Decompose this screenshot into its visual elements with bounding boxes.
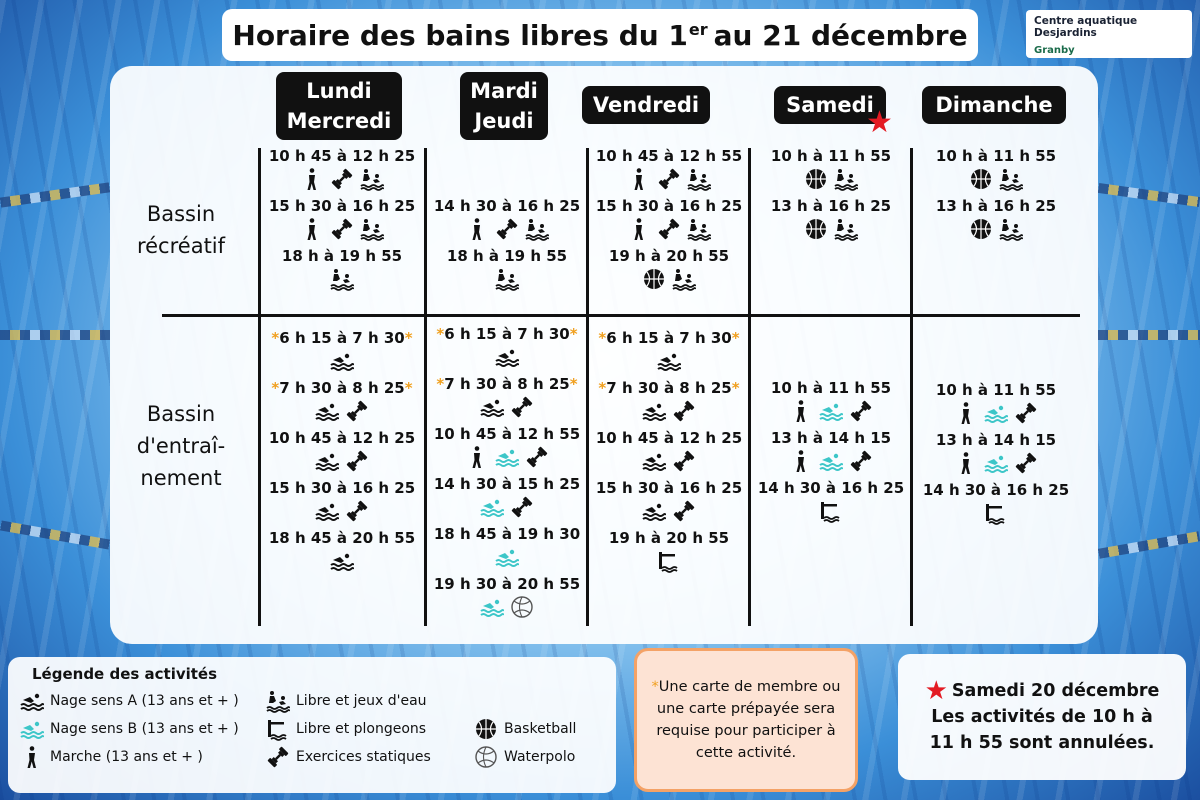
swim-b-icon	[495, 545, 519, 569]
time-range	[434, 424, 580, 444]
time-slot	[596, 196, 742, 242]
time-range	[936, 146, 1056, 166]
time-text: 18 h à 19 h 55	[281, 247, 403, 265]
time-range	[598, 328, 739, 348]
schedule-cell	[752, 146, 910, 246]
time-text: 13 h à 14 h 15	[935, 431, 1057, 449]
alert-body-line: 11 h 55 sont annulées.	[929, 733, 1155, 753]
dumbbell-icon	[345, 399, 369, 423]
swim-b-icon	[819, 449, 843, 473]
time-range	[936, 430, 1056, 450]
row-label-line: Bassin	[146, 202, 216, 226]
time-slot	[598, 328, 739, 374]
time-range	[596, 478, 742, 498]
swim-a-icon	[642, 499, 666, 523]
time-slot	[598, 378, 739, 424]
legend-label: Exercices statiques	[296, 749, 431, 765]
walk-icon	[300, 217, 324, 241]
time-range	[771, 196, 891, 216]
brand-logo	[1026, 10, 1192, 58]
time-slot	[936, 430, 1056, 476]
activity-icons	[789, 398, 873, 424]
legend-item-dumbbell	[266, 745, 431, 769]
time-text: 10 h 45 à 12 h 55	[595, 147, 743, 165]
time-range	[434, 524, 580, 544]
time-range	[269, 196, 415, 216]
time-range	[269, 528, 415, 548]
time-text: 10 h à 11 h 55	[770, 379, 892, 397]
time-text: 19 h à 20 h 55	[608, 247, 730, 265]
swim-a-icon	[315, 499, 339, 523]
schedule-cell	[914, 380, 1078, 530]
walk-icon	[20, 745, 44, 769]
dumbbell-icon	[849, 399, 873, 423]
time-text: 6 h 15 à 7 h 30	[279, 329, 405, 347]
time-text: 10 h à 11 h 55	[935, 147, 1057, 165]
time-text: 7 h 30 à 8 h 25	[444, 375, 570, 393]
time-text: 18 h 45 à 19 h 30	[433, 525, 581, 543]
time-text: 15 h 30 à 16 h 25	[595, 197, 743, 215]
dumbbell-icon	[657, 217, 681, 241]
activity-icons	[789, 448, 873, 474]
grid-divider	[258, 148, 261, 626]
time-slot	[609, 246, 729, 292]
cancellation-alert	[898, 654, 1186, 780]
schedule-cell	[262, 146, 422, 296]
legend-item-dive	[266, 717, 426, 741]
activity-icons	[954, 450, 1038, 476]
diving-board-icon	[819, 499, 843, 523]
walk-icon	[300, 167, 324, 191]
swim-b-icon	[480, 495, 504, 519]
day-label-line: Dimanche	[935, 93, 1053, 117]
legend-panel	[8, 657, 616, 793]
activity-icons	[480, 594, 534, 620]
time-slot	[269, 478, 415, 524]
lane-rope-decoration	[0, 521, 110, 550]
legend-label: Nage sens B (13 ans et + )	[50, 721, 239, 737]
dumbbell-icon	[330, 217, 354, 241]
time-text: 6 h 15 à 7 h 30	[606, 329, 732, 347]
time-text: 7 h 30 à 8 h 25	[279, 379, 405, 397]
time-range	[434, 574, 580, 594]
grid-divider	[162, 314, 1080, 317]
time-range	[434, 474, 580, 494]
activity-icons	[819, 498, 843, 524]
note-asterisk: *	[651, 679, 659, 695]
asterisk-marker: *	[598, 379, 607, 397]
row-label-line: Bassin	[146, 402, 216, 426]
asterisk-marker: *	[569, 375, 578, 393]
swim-b-icon	[984, 401, 1008, 425]
basketball-icon	[642, 267, 666, 291]
time-slot	[269, 196, 415, 242]
dumbbell-icon	[672, 449, 696, 473]
activity-icons	[300, 166, 384, 192]
time-slot	[596, 428, 742, 474]
swim-a-icon	[330, 549, 354, 573]
time-slot	[771, 428, 891, 474]
activity-icons	[657, 548, 681, 574]
walk-icon	[789, 399, 813, 423]
activity-icons	[642, 398, 696, 424]
diving-board-icon	[657, 549, 681, 573]
grid-divider	[424, 148, 427, 626]
dumbbell-icon	[345, 449, 369, 473]
time-text: 19 h 30 à 20 h 55	[433, 575, 581, 593]
time-slot	[434, 474, 580, 520]
dumbbell-icon	[657, 167, 681, 191]
day-header-dimanche	[922, 86, 1066, 124]
water-play-icon	[834, 217, 858, 241]
time-slot	[936, 146, 1056, 192]
activity-icons	[315, 398, 369, 424]
activity-icons	[984, 500, 1008, 526]
legend-title: Légende des activités	[32, 665, 218, 683]
time-slot	[771, 196, 891, 242]
row-label-recreatif	[126, 198, 236, 262]
dumbbell-icon	[849, 449, 873, 473]
basketball-icon	[474, 717, 498, 741]
time-text: 14 h 30 à 15 h 25	[433, 475, 581, 493]
basketball-icon	[969, 217, 993, 241]
time-range	[596, 146, 742, 166]
time-range	[271, 328, 412, 348]
time-slot	[434, 196, 580, 242]
day-label-line: Vendredi	[592, 93, 700, 117]
title-text-end: au 21 décembre	[713, 18, 968, 52]
swim-b-icon	[984, 451, 1008, 475]
activity-icons	[657, 348, 681, 374]
activity-icons	[642, 266, 696, 292]
time-text: 13 h à 14 h 15	[770, 429, 892, 447]
walk-icon	[465, 217, 489, 241]
activity-icons	[804, 216, 858, 242]
asterisk-marker: *	[598, 329, 607, 347]
activity-icons	[480, 394, 534, 420]
walk-icon	[954, 451, 978, 475]
legend-item-swim-a	[20, 689, 239, 713]
swim-a-icon	[315, 449, 339, 473]
time-range	[758, 478, 904, 498]
legend-label: Marche (13 ans et + )	[50, 749, 203, 765]
schedule-cell	[262, 328, 422, 578]
time-text: 19 h à 20 h 55	[608, 529, 730, 547]
swim-a-icon	[495, 345, 519, 369]
time-range	[923, 480, 1069, 500]
lane-rope-decoration	[1098, 183, 1200, 207]
alert-title: Samedi 20 décembre	[951, 681, 1160, 701]
water-play-icon	[687, 167, 711, 191]
time-slot	[936, 380, 1056, 426]
time-text: 14 h 30 à 16 h 25	[922, 481, 1070, 499]
time-slot	[282, 246, 402, 292]
water-play-icon	[834, 167, 858, 191]
swim-a-icon	[315, 399, 339, 423]
dumbbell-icon	[1014, 401, 1038, 425]
activity-icons	[315, 498, 369, 524]
time-range	[447, 246, 567, 266]
legend-item-basketball	[474, 717, 576, 741]
row-label-line: récréatif	[136, 234, 226, 258]
grid-divider	[586, 148, 589, 626]
day-header-mardi-jeudi	[460, 72, 548, 140]
title-text: Horaire des bains libres du 1	[232, 18, 688, 52]
membership-note	[634, 648, 858, 792]
lane-rope-decoration	[1098, 330, 1200, 340]
time-slot	[923, 480, 1069, 526]
time-text: 10 h 45 à 12 h 25	[268, 429, 416, 447]
dumbbell-icon	[510, 395, 534, 419]
time-slot	[447, 246, 567, 292]
walk-icon	[465, 445, 489, 469]
time-slot	[269, 146, 415, 192]
time-slot	[436, 374, 577, 420]
legend-item-play	[266, 689, 427, 713]
lane-rope-decoration	[0, 182, 110, 207]
walk-icon	[789, 449, 813, 473]
time-slot	[758, 478, 904, 524]
activity-icons	[627, 216, 711, 242]
swim-a-icon	[330, 349, 354, 373]
time-slot	[609, 528, 729, 574]
activity-icons	[954, 400, 1038, 426]
time-text: 10 h à 11 h 55	[935, 381, 1057, 399]
brand-name: Centre aquatique Desjardins	[1034, 15, 1138, 39]
legend-item-waterpolo	[474, 745, 575, 769]
activity-icons	[642, 448, 696, 474]
walk-icon	[627, 217, 651, 241]
activity-icons	[465, 444, 549, 470]
star-icon: ★	[866, 105, 893, 140]
row-label-line: d'entraî-	[136, 434, 226, 458]
basketball-icon	[804, 217, 828, 241]
water-play-icon	[687, 217, 711, 241]
time-text: 10 h 45 à 12 h 25	[268, 147, 416, 165]
dumbbell-icon	[672, 499, 696, 523]
swim-a-icon	[657, 349, 681, 373]
water-play-icon	[999, 217, 1023, 241]
activity-icons	[642, 498, 696, 524]
swim-a-icon	[20, 689, 44, 713]
legend-label: Libre et jeux d'eau	[296, 693, 427, 709]
time-range	[936, 380, 1056, 400]
walk-icon	[954, 401, 978, 425]
time-slot	[596, 478, 742, 524]
asterisk-marker: *	[404, 379, 413, 397]
asterisk-marker: *	[271, 379, 280, 397]
time-text: 10 h 45 à 12 h 55	[433, 425, 581, 443]
water-play-icon	[360, 217, 384, 241]
day-label-line: Samedi	[786, 93, 874, 117]
time-range	[609, 528, 729, 548]
activity-icons	[495, 544, 519, 570]
waterpolo-ball-icon	[510, 595, 534, 619]
diving-board-icon	[266, 717, 290, 741]
legend-item-walk	[20, 745, 203, 769]
dumbbell-icon	[495, 217, 519, 241]
water-play-icon	[525, 217, 549, 241]
time-range	[269, 146, 415, 166]
activity-icons	[315, 448, 369, 474]
time-range	[434, 196, 580, 216]
time-range	[271, 378, 412, 398]
schedule-cell	[428, 324, 586, 624]
diving-board-icon	[984, 501, 1008, 525]
activity-icons	[495, 344, 519, 370]
day-label-line: Mercredi	[286, 109, 392, 133]
activity-icons	[969, 166, 1023, 192]
time-text: 6 h 15 à 7 h 30	[444, 325, 570, 343]
time-range	[936, 196, 1056, 216]
time-range	[771, 378, 891, 398]
legend-item-swim-b	[20, 717, 239, 741]
dumbbell-icon	[266, 745, 290, 769]
activity-icons	[969, 216, 1023, 242]
time-range	[598, 378, 739, 398]
asterisk-marker: *	[731, 329, 740, 347]
time-range	[596, 196, 742, 216]
swim-a-icon	[642, 399, 666, 423]
time-range	[609, 246, 729, 266]
day-label-line: Jeudi	[474, 109, 534, 133]
day-header-vendredi	[582, 86, 710, 124]
activity-icons	[330, 548, 354, 574]
time-slot	[434, 424, 580, 470]
activity-icons	[330, 348, 354, 374]
basketball-icon	[969, 167, 993, 191]
legend-label: Nage sens A (13 ans et + )	[50, 693, 239, 709]
time-text: 10 h 45 à 12 h 25	[595, 429, 743, 447]
time-text: 14 h 30 à 16 h 25	[433, 197, 581, 215]
activity-icons	[465, 216, 549, 242]
legend-label: Waterpolo	[504, 749, 576, 765]
time-slot	[596, 146, 742, 192]
time-range	[269, 428, 415, 448]
swim-a-icon	[480, 395, 504, 419]
time-range	[282, 246, 402, 266]
activity-icons	[627, 166, 711, 192]
time-text: 15 h 30 à 16 h 25	[268, 479, 416, 497]
row-label-entrainement	[122, 398, 240, 494]
time-slot	[269, 428, 415, 474]
schedule-cell	[428, 196, 586, 296]
title-superscript: er	[688, 19, 708, 39]
day-label-line: Lundi	[306, 79, 372, 103]
time-range	[436, 324, 577, 344]
schedule-cell	[914, 146, 1078, 246]
time-text: 18 h 45 à 20 h 55	[268, 529, 416, 547]
lane-rope-decoration	[0, 330, 110, 340]
schedule-cell	[752, 378, 910, 528]
grid-divider	[748, 148, 751, 626]
dumbbell-icon	[1014, 451, 1038, 475]
grid-divider	[910, 148, 913, 626]
brand-city: Granby	[1034, 45, 1075, 56]
time-range	[269, 478, 415, 498]
page-title	[222, 9, 978, 61]
asterisk-marker: *	[404, 329, 413, 347]
dumbbell-icon	[525, 445, 549, 469]
activity-icons	[330, 266, 354, 292]
water-play-icon	[495, 267, 519, 291]
time-slot	[771, 146, 891, 192]
time-slot	[434, 524, 580, 570]
swim-b-icon	[819, 399, 843, 423]
day-label-line: Mardi	[470, 79, 538, 103]
activity-icons	[300, 216, 384, 242]
swim-b-icon	[20, 717, 44, 741]
dumbbell-icon	[345, 499, 369, 523]
time-range	[771, 146, 891, 166]
time-slot	[434, 574, 580, 620]
water-play-icon	[330, 267, 354, 291]
time-range	[771, 428, 891, 448]
dumbbell-icon	[672, 399, 696, 423]
time-slot	[271, 328, 412, 374]
time-text: 13 h à 16 h 25	[770, 197, 892, 215]
schedule-cell	[590, 328, 748, 578]
alert-body-line: Les activités de 10 h à	[931, 707, 1153, 727]
time-text: 14 h 30 à 16 h 25	[757, 479, 905, 497]
legend-label: Libre et plongeons	[296, 721, 427, 737]
activity-icons	[804, 166, 858, 192]
legend-label: Basketball	[504, 721, 577, 737]
swim-b-icon	[480, 595, 504, 619]
time-range	[596, 428, 742, 448]
water-play-icon	[999, 167, 1023, 191]
water-play-icon	[266, 689, 290, 713]
time-text: 10 h à 11 h 55	[770, 147, 892, 165]
time-text: 15 h 30 à 16 h 25	[595, 479, 743, 497]
day-header-lundi-mercredi	[276, 72, 402, 140]
time-text: 15 h 30 à 16 h 25	[268, 197, 416, 215]
schedule-cell	[590, 146, 748, 296]
time-slot	[436, 324, 577, 370]
time-text: 13 h à 16 h 25	[935, 197, 1057, 215]
note-text: Une carte de membre ou une carte prépayée sera requise pour participer à cette activité.	[656, 679, 841, 761]
asterisk-marker: *	[436, 325, 445, 343]
dumbbell-icon	[510, 495, 534, 519]
time-slot	[271, 378, 412, 424]
time-text: 7 h 30 à 8 h 25	[606, 379, 732, 397]
basketball-icon	[804, 167, 828, 191]
row-label-line: nement	[140, 466, 222, 490]
dumbbell-icon	[330, 167, 354, 191]
activity-icons	[495, 266, 519, 292]
waterpolo-ball-icon	[474, 745, 498, 769]
time-slot	[269, 528, 415, 574]
time-slot	[771, 378, 891, 424]
walk-icon	[627, 167, 651, 191]
water-play-icon	[672, 267, 696, 291]
water-play-icon	[360, 167, 384, 191]
swim-b-icon	[495, 445, 519, 469]
lane-rope-decoration	[1098, 531, 1200, 559]
swim-a-icon	[642, 449, 666, 473]
time-text: 18 h à 19 h 55	[446, 247, 568, 265]
activity-icons	[480, 494, 534, 520]
asterisk-marker: *	[731, 379, 740, 397]
asterisk-marker: *	[271, 329, 280, 347]
star-icon: ★	[924, 676, 948, 706]
time-range	[436, 374, 577, 394]
asterisk-marker: *	[436, 375, 445, 393]
time-slot	[936, 196, 1056, 242]
asterisk-marker: *	[569, 325, 578, 343]
